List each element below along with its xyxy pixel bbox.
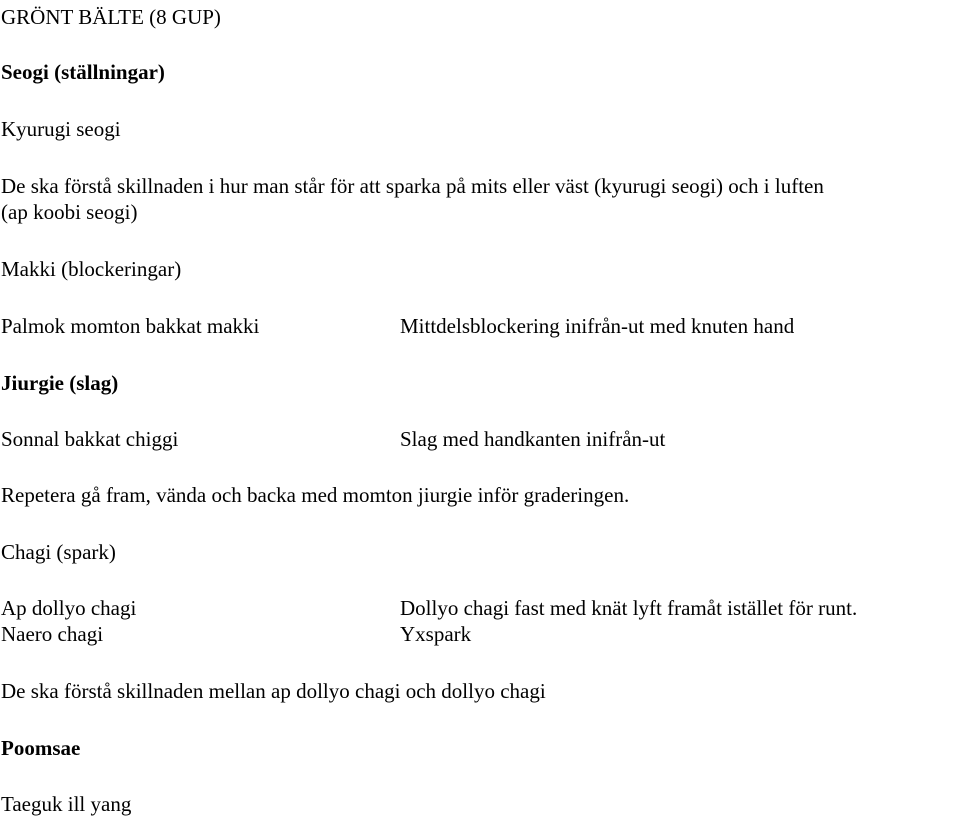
chagi-description-2: Yxspark bbox=[400, 622, 472, 646]
chagi-term-2: Naero chagi bbox=[1, 622, 104, 646]
section-heading-makki: Makki (blockeringar) bbox=[1, 257, 182, 281]
poomsae-item: Taeguk ill yang bbox=[1, 792, 132, 816]
chagi-term-1: Ap dollyo chagi bbox=[1, 596, 137, 620]
section-heading-jiurgie: Jiurgie (slag) bbox=[1, 371, 119, 395]
page-title: GRÖNT BÄLTE (8 GUP) bbox=[1, 5, 221, 29]
seogi-item: Kyurugi seogi bbox=[1, 117, 121, 141]
jiurgie-term: Sonnal bakkat chiggi bbox=[1, 427, 179, 451]
section-heading-seogi: Seogi (ställningar) bbox=[1, 60, 165, 84]
jiurgie-description: Slag med handkanten inifrån-ut bbox=[400, 427, 666, 451]
section-heading-poomsae: Poomsae bbox=[1, 736, 81, 760]
chagi-description-1: Dollyo chagi fast med knät lyft framåt istället för runt. bbox=[400, 596, 858, 620]
seogi-note-line-2: (ap koobi seogi) bbox=[1, 200, 138, 224]
chagi-note: De ska förstå skillnaden mellan ap dollyo chagi och dollyo chagi bbox=[1, 679, 546, 703]
seogi-note-line-1: De ska förstå skillnaden i hur man står för att sparka på mits eller väst (kyurugi seogi) och i luften bbox=[1, 174, 824, 198]
section-heading-chagi: Chagi (spark) bbox=[1, 540, 116, 564]
jiurgie-note: Repetera gå fram, vända och backa med momton jiurgie inför graderingen. bbox=[1, 483, 630, 507]
makki-description: Mittdelsblockering inifrån-ut med knuten hand bbox=[400, 314, 795, 338]
makki-term: Palmok momton bakkat makki bbox=[1, 314, 260, 338]
